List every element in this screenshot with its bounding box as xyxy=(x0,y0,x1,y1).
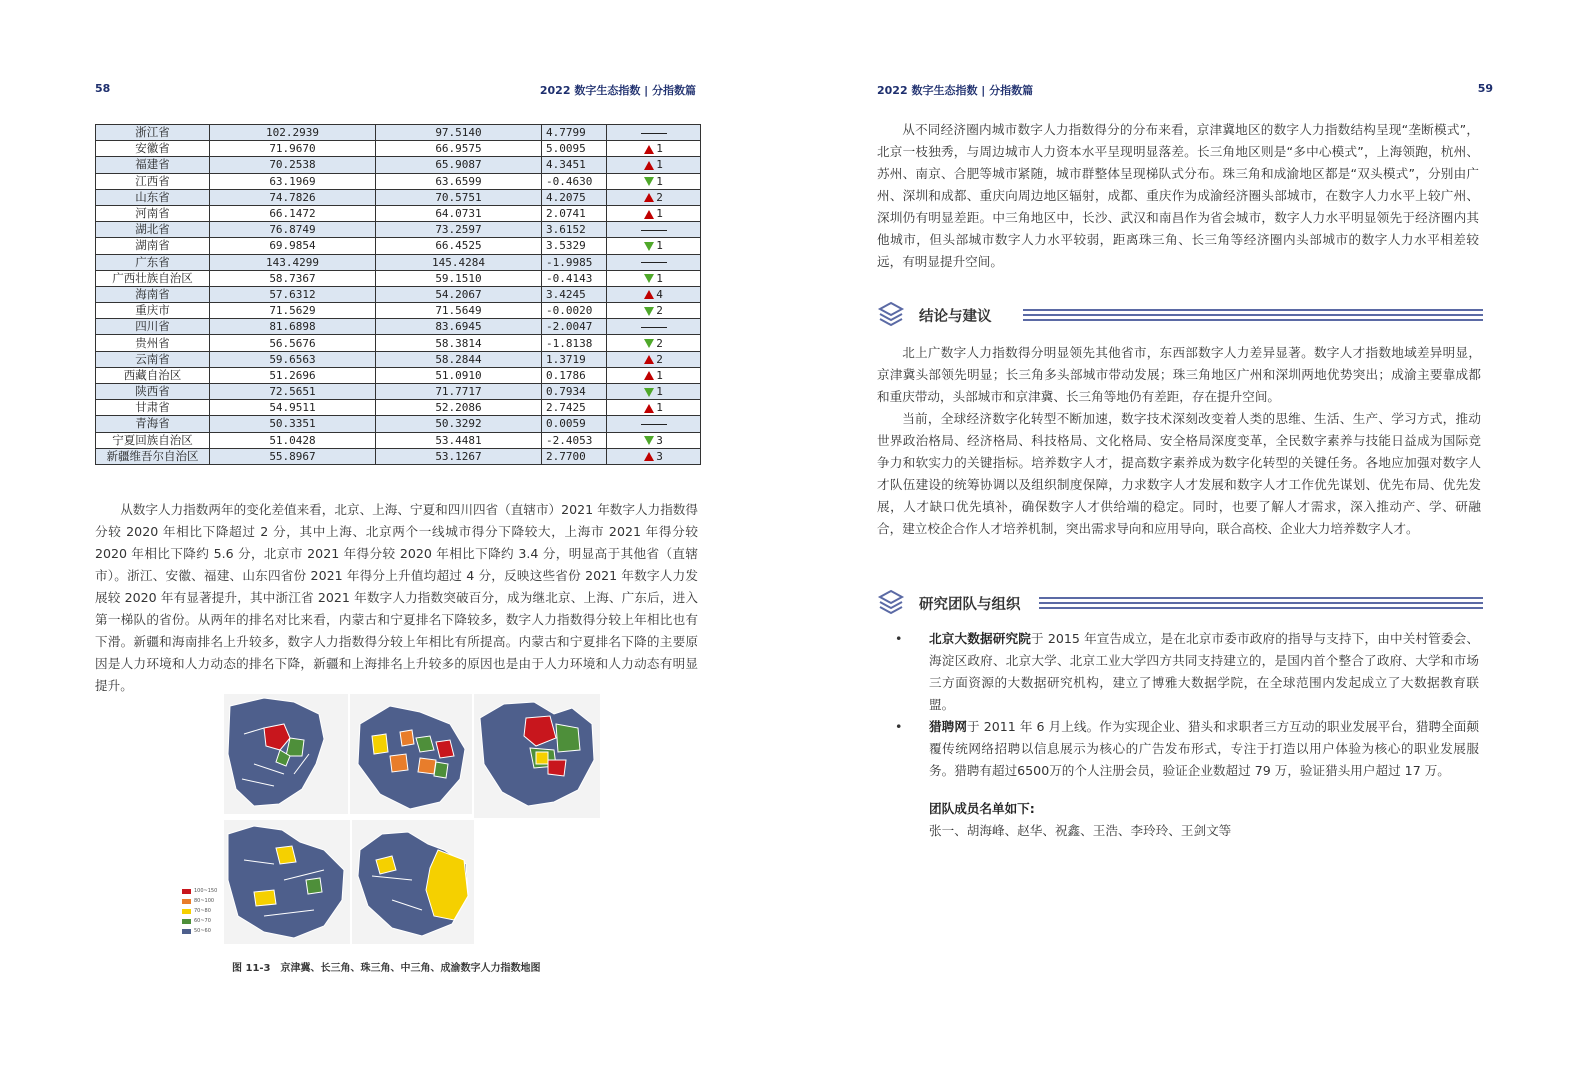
no-change-dash xyxy=(641,327,667,328)
rank-change-value: 4 xyxy=(656,287,663,301)
table-row xyxy=(96,286,701,302)
map-yangtze-delta xyxy=(350,694,472,814)
cell-v2021: 143.4299 xyxy=(210,254,376,270)
table-row xyxy=(96,448,701,464)
rank-down-icon xyxy=(644,274,654,283)
section-title: 研究团队与组织 xyxy=(919,597,1021,613)
cell-v2021: 69.9854 xyxy=(210,238,376,254)
cell-rank-change xyxy=(607,432,701,448)
cell-v2021: 71.5629 xyxy=(210,303,376,319)
rank-up-icon xyxy=(644,193,654,202)
legend-label: 70~80 xyxy=(194,908,211,914)
cell-v2020: 65.9087 xyxy=(376,157,542,173)
rank-change-value: 2 xyxy=(656,190,663,204)
legend-label: 60~70 xyxy=(194,918,211,924)
legend-item xyxy=(182,886,217,896)
cell-v2020: 53.1267 xyxy=(376,448,542,464)
cell-v2021: 55.8967 xyxy=(210,448,376,464)
cell-v2021: 56.5676 xyxy=(210,335,376,351)
cell-v2020: 63.6599 xyxy=(376,173,542,189)
rank-change-value: 1 xyxy=(656,239,663,253)
table-row xyxy=(96,367,701,383)
cell-v2021: 74.7826 xyxy=(210,189,376,205)
layers-icon xyxy=(877,300,905,328)
cell-v2020: 58.2844 xyxy=(376,351,542,367)
legend-item xyxy=(182,926,217,936)
rank-up-icon xyxy=(644,161,654,170)
rank-up-icon xyxy=(644,371,654,380)
cell-v2020: 71.5649 xyxy=(376,303,542,319)
table-row xyxy=(96,432,701,448)
table-row xyxy=(96,157,701,173)
cell-v2021: 72.5651 xyxy=(210,384,376,400)
cell-name: 宁夏回族自治区 xyxy=(96,432,210,448)
org-name: 北京大数据研究院 xyxy=(929,631,1031,646)
layers-icon xyxy=(877,588,905,616)
map-pearl-river-delta xyxy=(474,694,600,818)
conclusion-paragraphs xyxy=(877,342,1481,540)
cell-diff: 4.3451 xyxy=(542,157,607,173)
cell-name: 湖南省 xyxy=(96,238,210,254)
page-number: 59 xyxy=(1477,82,1493,95)
cell-rank-change xyxy=(607,303,701,319)
legend-label: 80~100 xyxy=(194,898,215,904)
rank-up-icon xyxy=(644,404,654,413)
rank-change-value: 1 xyxy=(656,207,663,221)
table-row xyxy=(96,351,701,367)
cell-name: 陕西省 xyxy=(96,384,210,400)
cell-diff: 4.7799 xyxy=(542,125,607,141)
rank-up-icon xyxy=(644,452,654,461)
cell-diff: 5.0095 xyxy=(542,141,607,157)
rank-change-value: 3 xyxy=(656,449,663,463)
section-rule xyxy=(1023,309,1483,324)
members-list: 张一、胡海峰、赵华、祝鑫、王浩、李玲玲、王剑文等 xyxy=(929,823,1232,838)
cell-v2021: 57.6312 xyxy=(210,286,376,302)
rank-change-value: 1 xyxy=(656,174,663,188)
cell-v2021: 66.1472 xyxy=(210,205,376,221)
cell-v2021: 54.9511 xyxy=(210,400,376,416)
cell-rank-change xyxy=(607,448,701,464)
cell-v2021: 51.2696 xyxy=(210,367,376,383)
section-heading xyxy=(877,300,1483,330)
cell-rank-change xyxy=(607,238,701,254)
cell-diff: 4.2075 xyxy=(542,189,607,205)
body-paragraph: 当前，全球经济数字化转型不断加速，数字技术深刻改变着人类的思维、生活、生产、学习方式，推动世界政治格局、经济格局、科技格局、文化格局、安全格局深度变革，全民数字素养与技能日益成为国际竞争力和软实力的关键指标。培养数字人才，提高数字素养成为数字化转型的关键任务。各地应加强对数字人才队伍建设的统筹协调以及组织制度保障，力求数字人才发展和数字人才工作优先谋划、优先布局、优先发展，人才缺口优先填补，确保数字人才供给端的稳定。同时，也要了解人才需求，深入推动产、学、研融合，建立校企合作人才培养机制，突出需求导向和应用导向，联合高校、企业大力培养数字人才。 xyxy=(877,411,1481,536)
map-middle-yangtze xyxy=(224,820,350,944)
rank-change-value: 1 xyxy=(656,401,663,415)
cell-diff: 0.7934 xyxy=(542,384,607,400)
rank-change-value: 1 xyxy=(656,368,663,382)
legend-swatch xyxy=(182,929,191,934)
cell-v2020: 64.0731 xyxy=(376,205,542,221)
cell-rank-change xyxy=(607,222,701,238)
cell-v2020: 51.0910 xyxy=(376,367,542,383)
legend-swatch xyxy=(182,899,191,904)
legend-label: 100~150 xyxy=(194,888,218,894)
section-heading xyxy=(877,588,1483,618)
cell-rank-change xyxy=(607,254,701,270)
cell-rank-change xyxy=(607,286,701,302)
bullet-item xyxy=(895,716,1480,782)
cell-name: 湖北省 xyxy=(96,222,210,238)
org-name: 猎聘网 xyxy=(929,719,967,734)
legend-item xyxy=(182,896,217,906)
cell-rank-change xyxy=(607,367,701,383)
cell-v2021: 59.6563 xyxy=(210,351,376,367)
members-title: 团队成员名单如下: xyxy=(929,801,1035,816)
map-jingjinji xyxy=(224,694,348,814)
table-row xyxy=(96,384,701,400)
no-change-dash xyxy=(641,262,667,263)
cell-diff: 3.4245 xyxy=(542,286,607,302)
cell-diff: 3.5329 xyxy=(542,238,607,254)
cell-rank-change xyxy=(607,384,701,400)
cell-v2020: 53.4481 xyxy=(376,432,542,448)
running-header: 2022 数字生态指数 | 分指数篇 xyxy=(539,84,696,97)
cell-v2020: 83.6945 xyxy=(376,319,542,335)
cell-diff: 1.3719 xyxy=(542,351,607,367)
body-paragraph: 从不同经济圈内城市数字人力指数得分的分布来看，京津冀地区的数字人力指数结构呈现“垄断模式”，北京一枝独秀，与周边城市人力资本水平呈现明显落差。长三角地区则是“多中心模式”，上海领跑，杭州、苏州、南京、合肥等城市紧随，城市群整体呈现梯队式分布。珠三角和成渝地区都是“双头模式”，分别由广州、深圳和成都、重庆向周边地区辐射，成都、重庆作为成渝经济圈头部城市，在数字人力水平上较广州、深圳仍有明显差距。中三角地区中，长沙、武汉和南昌作为省会城市，数字人力水平明显领先于经济圈内其他城市，但头部城市数字人力水平较弱，距离珠三角、长三角等经济圈内头部城市的数字人力水平相差较远，有明显提升空间。 xyxy=(877,122,1479,269)
rank-change-value: 1 xyxy=(656,158,663,172)
cell-rank-change xyxy=(607,335,701,351)
table-row xyxy=(96,319,701,335)
table-row xyxy=(96,173,701,189)
legend-swatch xyxy=(182,889,191,894)
rank-down-icon xyxy=(644,307,654,316)
cell-diff: -1.9985 xyxy=(542,254,607,270)
cell-diff: 2.7700 xyxy=(542,448,607,464)
rank-up-icon xyxy=(644,210,654,219)
rank-change-value: 1 xyxy=(656,271,663,285)
rank-up-icon xyxy=(644,355,654,364)
index-map-figure xyxy=(194,694,600,954)
cell-v2020: 54.2067 xyxy=(376,286,542,302)
cell-rank-change xyxy=(607,205,701,221)
org-description: 于 2011 年 6 月上线。作为实现企业、猎头和求职者三方互动的职业发展平台，猎聘全面颠覆传统网络招聘以信息展示为核心的广告发布形式，专注于打造以用户体验为核心的职业发展服务。猎聘有超过6500万的个人注册会员，验证企业数超过 79 万，验证猎头用户超过 17 万。 xyxy=(929,719,1480,778)
table-row xyxy=(96,189,701,205)
rank-down-icon xyxy=(644,388,654,397)
org-description: 于 2015 年宣告成立，是在北京市委市政府的指导与支持下，由中关村管委会、海淀区政府、北京大学、北京工业大学四方共同支持建立的，是国内首个整合了政府、大学和市场三方面资源的大数据研究机构，建立了博雅大数据学院，在全球范围内发起成立了大数据教育联盟。 xyxy=(929,631,1480,712)
cell-name: 重庆市 xyxy=(96,303,210,319)
cell-rank-change xyxy=(607,173,701,189)
rank-change-value: 2 xyxy=(656,352,663,366)
cell-v2021: 58.7367 xyxy=(210,270,376,286)
body-paragraph: 从数字人力指数两年的变化差值来看，北京、上海、宁夏和四川四省（直辖市）2021 年数字人力指数得分较 2020 年相比下降超过 2 分，其中上海、北京两个一线城市得分下降较大，上海市 2021 年得分较 2020 年相比下降约 5.6 分，北京市 2021 年得分较 2020 年相比下降约 3.4 分，明显高于其他省（直辖市）。浙江、安徽、福建、山东四省份 2021 年得分上升值均超过 4 分，反映这些省份 2021 年数字人力发展较 2020 年有显著提升，其中浙江省 2021 年数字人力指数突破百分，成为继北京、上海、广东后，进入第一梯队的省份。从两年的排名对比来看，内蒙古和宁夏排名下降较多，数字人力指数得分较上年相比也有下滑。新疆和海南排名上升较多，数字人力指数得分较上年相比有所提高。内蒙古和宁夏排名下降的主要原因是人力环境和人力动态的排名下降，新疆和上海排名上升较多的原因也是由于人力环境和人力动态有明显提升。 xyxy=(95,502,698,693)
rank-up-icon xyxy=(644,290,654,299)
cell-name: 海南省 xyxy=(96,286,210,302)
cell-v2020: 97.5140 xyxy=(376,125,542,141)
cell-rank-change xyxy=(607,319,701,335)
table-row xyxy=(96,254,701,270)
cell-name: 浙江省 xyxy=(96,125,210,141)
cell-v2020: 70.5751 xyxy=(376,189,542,205)
cell-name: 广西壮族自治区 xyxy=(96,270,210,286)
legend-swatch xyxy=(182,919,191,924)
cell-name: 福建省 xyxy=(96,157,210,173)
table-row xyxy=(96,238,701,254)
rank-change-value: 2 xyxy=(656,304,663,318)
map-legend xyxy=(182,886,217,936)
table-row xyxy=(96,303,701,319)
right-page xyxy=(793,0,1587,1077)
table-row xyxy=(96,416,701,432)
no-change-dash xyxy=(641,230,667,231)
cell-rank-change xyxy=(607,351,701,367)
cell-v2020: 73.2597 xyxy=(376,222,542,238)
no-change-dash xyxy=(641,133,667,134)
cell-v2020: 66.9575 xyxy=(376,141,542,157)
cell-v2021: 70.2538 xyxy=(210,157,376,173)
cell-v2021: 63.1969 xyxy=(210,173,376,189)
cell-diff: -2.4053 xyxy=(542,432,607,448)
province-index-table xyxy=(95,124,701,465)
cell-diff: -2.0047 xyxy=(542,319,607,335)
cell-name: 青海省 xyxy=(96,416,210,432)
cell-v2021: 81.6898 xyxy=(210,319,376,335)
cell-v2020: 66.4525 xyxy=(376,238,542,254)
cell-name: 广东省 xyxy=(96,254,210,270)
cell-name: 新疆维吾尔自治区 xyxy=(96,448,210,464)
rank-change-value: 1 xyxy=(656,142,663,156)
cell-name: 安徽省 xyxy=(96,141,210,157)
table-row xyxy=(96,125,701,141)
cell-v2020: 71.7717 xyxy=(376,384,542,400)
cell-name: 甘肃省 xyxy=(96,400,210,416)
legend-item xyxy=(182,906,217,916)
cell-v2020: 145.4284 xyxy=(376,254,542,270)
cell-diff: 2.0741 xyxy=(542,205,607,221)
cell-v2021: 102.2939 xyxy=(210,125,376,141)
cell-diff: -0.4630 xyxy=(542,173,607,189)
cell-v2021: 50.3351 xyxy=(210,416,376,432)
table-row xyxy=(96,400,701,416)
cell-diff: 3.6152 xyxy=(542,222,607,238)
bullet-dot: • xyxy=(895,719,903,734)
running-header: 2022 数字生态指数 | 分指数篇 xyxy=(877,84,1034,97)
table-row xyxy=(96,222,701,238)
cell-name: 云南省 xyxy=(96,351,210,367)
cell-rank-change xyxy=(607,270,701,286)
rank-down-icon xyxy=(644,339,654,348)
rank-change-value: 1 xyxy=(656,385,663,399)
no-change-dash xyxy=(641,424,667,425)
cell-name: 西藏自治区 xyxy=(96,367,210,383)
cell-diff: 2.7425 xyxy=(542,400,607,416)
cell-rank-change xyxy=(607,400,701,416)
cell-v2020: 52.2086 xyxy=(376,400,542,416)
cell-diff: -1.8138 xyxy=(542,335,607,351)
cell-diff: 0.0059 xyxy=(542,416,607,432)
rank-down-icon xyxy=(644,177,654,186)
cell-rank-change xyxy=(607,125,701,141)
figure-caption: 图 11-3 京津冀、长三角、珠三角、中三角、成渝数字人力指数地图 xyxy=(232,963,541,974)
cell-name: 山东省 xyxy=(96,189,210,205)
legend-label: 50~60 xyxy=(194,928,211,934)
cell-rank-change xyxy=(607,189,701,205)
bullet-item xyxy=(895,628,1480,716)
cell-name: 江西省 xyxy=(96,173,210,189)
legend-swatch xyxy=(182,909,191,914)
table-row xyxy=(96,335,701,351)
bullet-dot: • xyxy=(895,631,903,646)
table-row xyxy=(96,205,701,221)
rank-down-icon xyxy=(644,436,654,445)
cell-v2021: 76.8749 xyxy=(210,222,376,238)
section-title: 结论与建议 xyxy=(919,309,992,325)
cell-v2021: 71.9670 xyxy=(210,141,376,157)
rank-change-value: 3 xyxy=(656,433,663,447)
cell-diff: 0.1786 xyxy=(542,367,607,383)
cell-rank-change xyxy=(607,141,701,157)
cell-diff: -0.4143 xyxy=(542,270,607,286)
cell-v2020: 50.3292 xyxy=(376,416,542,432)
cell-name: 贵州省 xyxy=(96,335,210,351)
cell-name: 四川省 xyxy=(96,319,210,335)
rank-change-value: 2 xyxy=(656,336,663,350)
body-paragraph: 北上广数字人力指数得分明显领先其他省市，东西部数字人力差异显著。数字人才指数地域差异明显，京津冀头部领先明显；长三角多头部城市带动发展；珠三角地区广州和深圳两地优势突出；成渝主要靠成都和重庆带动，头部城市和京津冀、长三角等地仍有差距，存在提升空间。 xyxy=(877,345,1481,404)
cell-v2020: 58.3814 xyxy=(376,335,542,351)
cell-name: 河南省 xyxy=(96,205,210,221)
table-row xyxy=(96,270,701,286)
page-number: 58 xyxy=(95,82,111,95)
rank-up-icon xyxy=(644,145,654,154)
cell-rank-change xyxy=(607,157,701,173)
section-rule xyxy=(1039,597,1483,612)
cell-diff: -0.0020 xyxy=(542,303,607,319)
cell-v2020: 59.1510 xyxy=(376,270,542,286)
legend-item xyxy=(182,916,217,926)
cell-rank-change xyxy=(607,416,701,432)
map-chengdu-chongqing xyxy=(352,820,474,944)
cell-v2021: 51.0428 xyxy=(210,432,376,448)
table-row xyxy=(96,141,701,157)
rank-down-icon xyxy=(644,242,654,251)
